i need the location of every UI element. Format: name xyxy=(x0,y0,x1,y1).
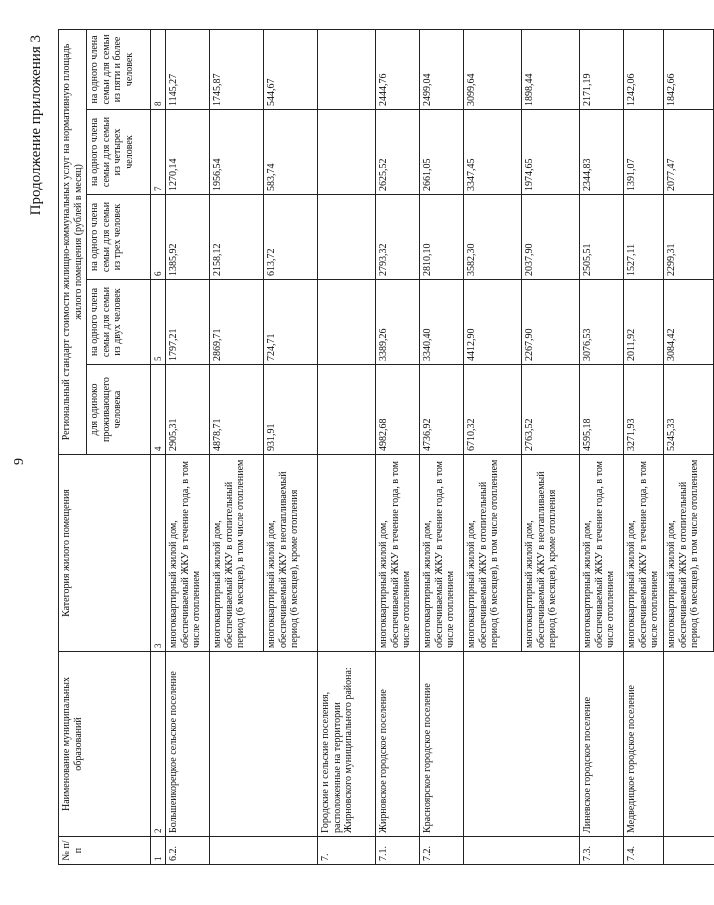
row-value-col-6: 2299,31 xyxy=(664,195,714,280)
row-value-col-4: 6710,32 xyxy=(464,365,522,455)
column-number: 6 xyxy=(151,195,166,280)
row-value-col-6: 1385,92 xyxy=(166,195,210,280)
row-number xyxy=(210,837,264,865)
row-number xyxy=(464,837,522,865)
row-value-col-5: 3076,53 xyxy=(580,280,624,365)
row-number: 7. xyxy=(318,837,376,865)
row-municipality-name xyxy=(464,652,522,837)
header-category: Категория жилого помещения xyxy=(59,455,151,652)
appendix-title: Продолжение приложения 3 xyxy=(28,35,44,216)
row-category: многоквартирный жилой дом, обеспечиваемый ЖКУ в течение года, в том числе отоплением xyxy=(420,455,464,652)
header-sub-5: на одного члена семьи для семьи из пяти и более человек xyxy=(87,29,151,109)
row-category: многоквартирный жилой дом, обеспечиваемый ЖКУ в течение года, в том числе отоплением xyxy=(580,455,624,652)
row-municipality-name xyxy=(664,652,714,837)
row-value-col-6: 2505,51 xyxy=(580,195,624,280)
row-value-col-7: 2344,83 xyxy=(580,110,624,195)
table-row xyxy=(210,29,264,864)
row-value-col-6: 2810,10 xyxy=(420,195,464,280)
row-municipality-name: Линевское городское поселение xyxy=(580,652,624,837)
header-num: № п/п xyxy=(59,837,151,865)
table-body xyxy=(166,29,714,864)
column-number: 4 xyxy=(151,365,166,455)
row-value-col-8: 1145,27 xyxy=(166,29,210,109)
row-municipality-name xyxy=(264,652,318,837)
row-value-col-8: 1842,66 xyxy=(664,29,714,109)
row-value-col-8: 2171,19 xyxy=(580,29,624,109)
column-number: 1 xyxy=(151,837,166,865)
column-number: 7 xyxy=(151,110,166,195)
header-sub-4: на одного члена семьи для семьи из четырех человек xyxy=(87,110,151,195)
row-value-col-6: 2793,32 xyxy=(376,195,420,280)
row-number xyxy=(264,837,318,865)
row-category: многоквартирный жилой дом, обеспечиваемый ЖКУ в отопительный период (6 месяцев), в том числе отоплением xyxy=(210,455,264,652)
row-value-col-5: 3340,40 xyxy=(420,280,464,365)
row-number: 7.3. xyxy=(580,837,624,865)
row-value-col-6: 3582,30 xyxy=(464,195,522,280)
column-number-row xyxy=(151,29,166,864)
row-value-col-4: 5245,33 xyxy=(664,365,714,455)
column-number: 2 xyxy=(151,652,166,837)
row-value-col-8: 1242,06 xyxy=(624,29,664,109)
row-value-col-4: 4595,18 xyxy=(580,365,624,455)
row-value-col-4: 4878,71 xyxy=(210,365,264,455)
row-value-col-6: 1527,11 xyxy=(624,195,664,280)
row-value-col-6: 2158,12 xyxy=(210,195,264,280)
row-value-col-4: 4736,92 xyxy=(420,365,464,455)
table-row xyxy=(522,29,580,864)
header-sub-2: на одного члена семьи для семьи из двух человек xyxy=(87,280,151,365)
table-row xyxy=(664,29,714,864)
row-value-col-8: 2499,04 xyxy=(420,29,464,109)
header-name: Наименование муниципальных образований xyxy=(59,652,151,837)
row-category: многоквартирный жилой дом, обеспечиваемый ЖКУ в неотапливаемый период (6 месяцев), кроме отопления xyxy=(522,455,580,652)
row-value-col-6: 613,72 xyxy=(264,195,318,280)
table-row xyxy=(420,29,464,864)
table-row xyxy=(376,29,420,864)
row-value-col-4: 2763,52 xyxy=(522,365,580,455)
row-category xyxy=(318,455,376,652)
row-category: многоквартирный жилой дом, обеспечиваемый ЖКУ в течение года, в том числе отоплением xyxy=(376,455,420,652)
column-number: 3 xyxy=(151,455,166,652)
row-value-col-7: 2661,05 xyxy=(420,110,464,195)
table-row xyxy=(166,29,210,864)
row-number: 7.2. xyxy=(420,837,464,865)
row-number: 7.1. xyxy=(376,837,420,865)
row-category: многоквартирный жилой дом, обеспечиваемый ЖКУ в неотапливаемый период (6 месяцев), кроме отопления xyxy=(264,455,318,652)
row-value-col-7: 2077,47 xyxy=(664,110,714,195)
column-number: 5 xyxy=(151,280,166,365)
row-value-col-4 xyxy=(318,365,376,455)
row-value-col-5 xyxy=(318,280,376,365)
row-category: многоквартирный жилой дом, обеспечиваемый ЖКУ в течение года, в том числе отоплением xyxy=(624,455,664,652)
standards-table xyxy=(58,29,714,865)
row-number xyxy=(664,837,714,865)
row-number xyxy=(522,837,580,865)
row-value-col-4: 3271,93 xyxy=(624,365,664,455)
table-row xyxy=(624,29,664,864)
row-municipality-name: Медведицкое городское поселение xyxy=(624,652,664,837)
row-value-col-8 xyxy=(318,29,376,109)
page-number: 9 xyxy=(12,458,27,465)
row-value-col-5: 3389,26 xyxy=(376,280,420,365)
table-row xyxy=(264,29,318,864)
row-value-col-5: 2011,92 xyxy=(624,280,664,365)
table-row xyxy=(318,29,376,864)
row-number: 6.2. xyxy=(166,837,210,865)
header-sub-1: для одиноко проживающего человека xyxy=(87,365,151,455)
row-value-col-7: 1270,14 xyxy=(166,110,210,195)
row-municipality-name: Большеикорецкое сельское поселение xyxy=(166,652,210,837)
row-municipality-name: Красноярское городское поселение xyxy=(420,652,464,837)
row-municipality-name xyxy=(522,652,580,837)
row-value-col-5: 2869,71 xyxy=(210,280,264,365)
row-value-col-8: 1745,87 xyxy=(210,29,264,109)
row-category: многоквартирный жилой дом, обеспечиваемый ЖКУ в отопительный период (6 месяцев), в том числе отоплением xyxy=(664,455,714,652)
row-value-col-5: 4412,90 xyxy=(464,280,522,365)
header-sub-3: на одного члена семьи для семьи из трех человек xyxy=(87,195,151,280)
row-value-col-8: 1898,44 xyxy=(522,29,580,109)
row-value-col-7: 1956,54 xyxy=(210,110,264,195)
table-row xyxy=(580,29,624,864)
row-value-col-7 xyxy=(318,110,376,195)
row-value-col-7: 583,74 xyxy=(264,110,318,195)
row-value-col-8: 3099,64 xyxy=(464,29,522,109)
row-value-col-7: 2625,52 xyxy=(376,110,420,195)
row-value-col-8: 2444,76 xyxy=(376,29,420,109)
row-value-col-4: 931,91 xyxy=(264,365,318,455)
row-value-col-4: 2905,31 xyxy=(166,365,210,455)
row-number: 7.4. xyxy=(624,837,664,865)
row-value-col-4: 4982,68 xyxy=(376,365,420,455)
row-municipality-name: Городские и сельские поселения, расположенные на территории Жирновского муниципального района: xyxy=(318,652,376,837)
header-standard: Региональный стандарт стоимости жилищно-коммунальных услуг на нормативную площадь жилого помещения (рублей в месяц) xyxy=(59,29,87,454)
row-category: многоквартирный жилой дом, обеспечиваемый ЖКУ в течение года, в том числе отоплением xyxy=(166,455,210,652)
row-value-col-8: 544,67 xyxy=(264,29,318,109)
row-value-col-5: 2267,90 xyxy=(522,280,580,365)
row-value-col-7: 1391,07 xyxy=(624,110,664,195)
table-row xyxy=(464,29,522,864)
row-municipality-name xyxy=(210,652,264,837)
row-value-col-7: 1974,65 xyxy=(522,110,580,195)
row-category: многоквартирный жилой дом, обеспечиваемый ЖКУ в отопительный период (6 месяцев), в том числе отоплением xyxy=(464,455,522,652)
row-value-col-7: 3347,45 xyxy=(464,110,522,195)
row-value-col-5: 1797,21 xyxy=(166,280,210,365)
column-number: 8 xyxy=(151,29,166,109)
row-municipality-name: Жирновское городское поселение xyxy=(376,652,420,837)
row-value-col-5: 3084,42 xyxy=(664,280,714,365)
row-value-col-5: 724,71 xyxy=(264,280,318,365)
row-value-col-6 xyxy=(318,195,376,280)
row-value-col-6: 2037,90 xyxy=(522,195,580,280)
